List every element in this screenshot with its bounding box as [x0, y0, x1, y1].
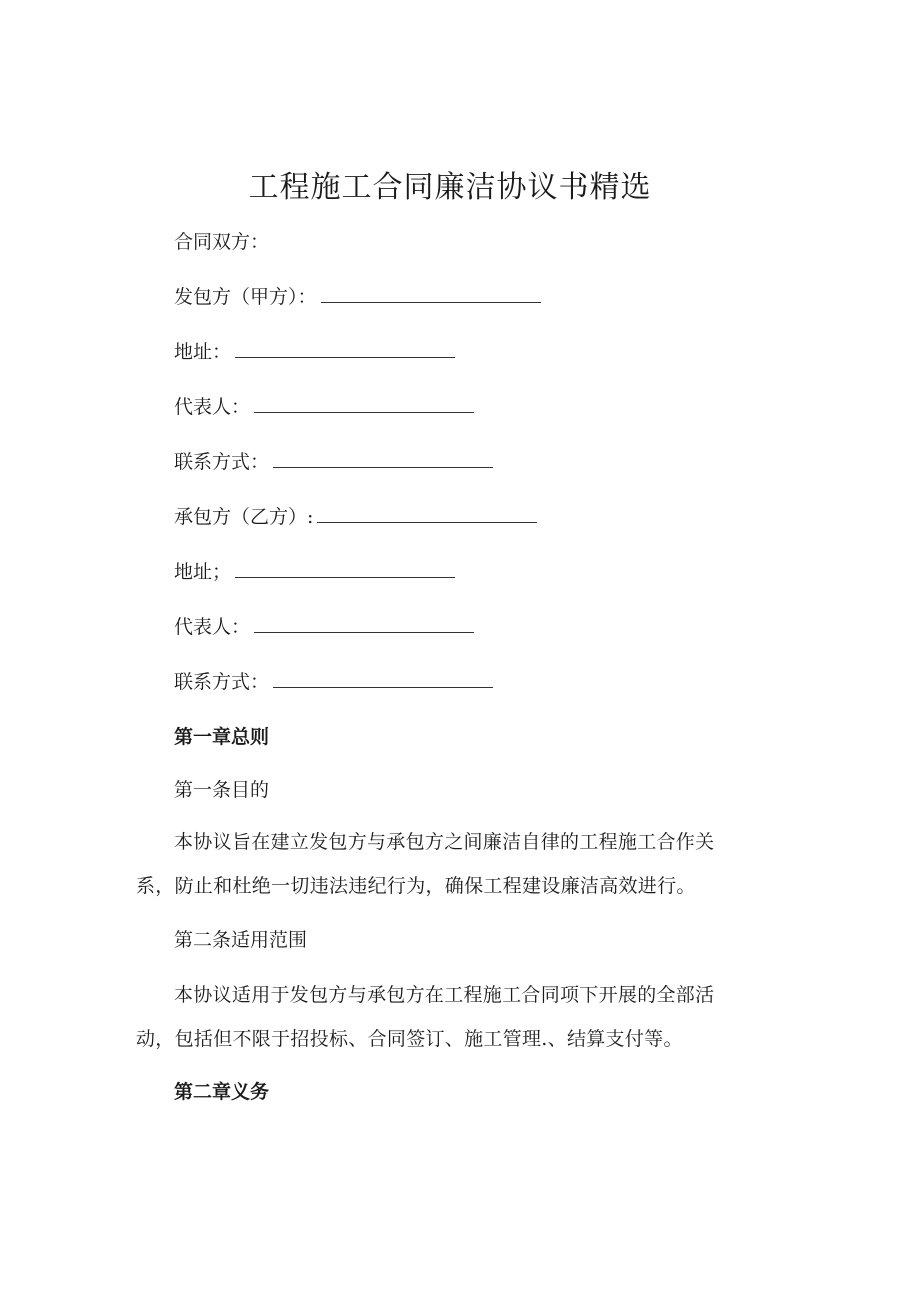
article2-title: 第二条适用范围	[174, 929, 308, 951]
chapter2-heading: 第二章义务	[174, 1081, 270, 1103]
article2-text: 本协议适用于发包方与承包方在工程施工合同项下开展的全部活动，包括但不限于招投标、合同签订、施工管理.、结算支付等。	[136, 984, 715, 1050]
party-a-contact-row	[174, 450, 493, 474]
party-a-representative-row	[174, 395, 474, 419]
party-b-contact-row	[174, 670, 493, 694]
party-b-contact-blank	[273, 670, 493, 688]
party-b-representative-label: 代表人：	[174, 616, 251, 638]
party-b-representative-blank	[254, 615, 474, 633]
party-a-contact-blank	[273, 450, 493, 468]
party-b-address-blank	[235, 560, 455, 578]
article1-title: 第一条目的	[174, 779, 270, 801]
party-a-contact-label: 联系方式：	[174, 451, 270, 473]
party-b-row	[174, 505, 537, 529]
party-b-contact-label: 联系方式：	[174, 671, 270, 693]
party-a-label: 发包方（甲方）：	[174, 286, 317, 308]
party-b-blank	[317, 505, 537, 523]
party-b-representative-row	[174, 615, 474, 639]
party-a-blank	[321, 285, 541, 303]
party-a-representative-label: 代表人：	[174, 396, 251, 418]
party-a-address-row	[174, 340, 455, 364]
document-title: 工程施工合同廉洁协议书精选	[248, 170, 652, 205]
party-b-label: 承包方（乙方）:	[174, 506, 314, 528]
parties-label: 合同双方：	[174, 231, 270, 253]
party-a-address-label: 地址：	[174, 341, 232, 363]
party-b-address-row	[174, 560, 455, 584]
article1-text: 本协议旨在建立发包方与承包方之间廉洁自律的工程施工合作关系，防止和杜绝一切违法违纪行为，确保工程建设廉洁高效进行。	[136, 831, 715, 897]
party-a-address-blank	[235, 340, 455, 358]
party-a-row	[174, 285, 541, 309]
chapter1-heading: 第一章总则	[174, 726, 270, 748]
party-b-address-label: 地址；	[174, 561, 232, 583]
party-a-representative-blank	[254, 395, 474, 413]
